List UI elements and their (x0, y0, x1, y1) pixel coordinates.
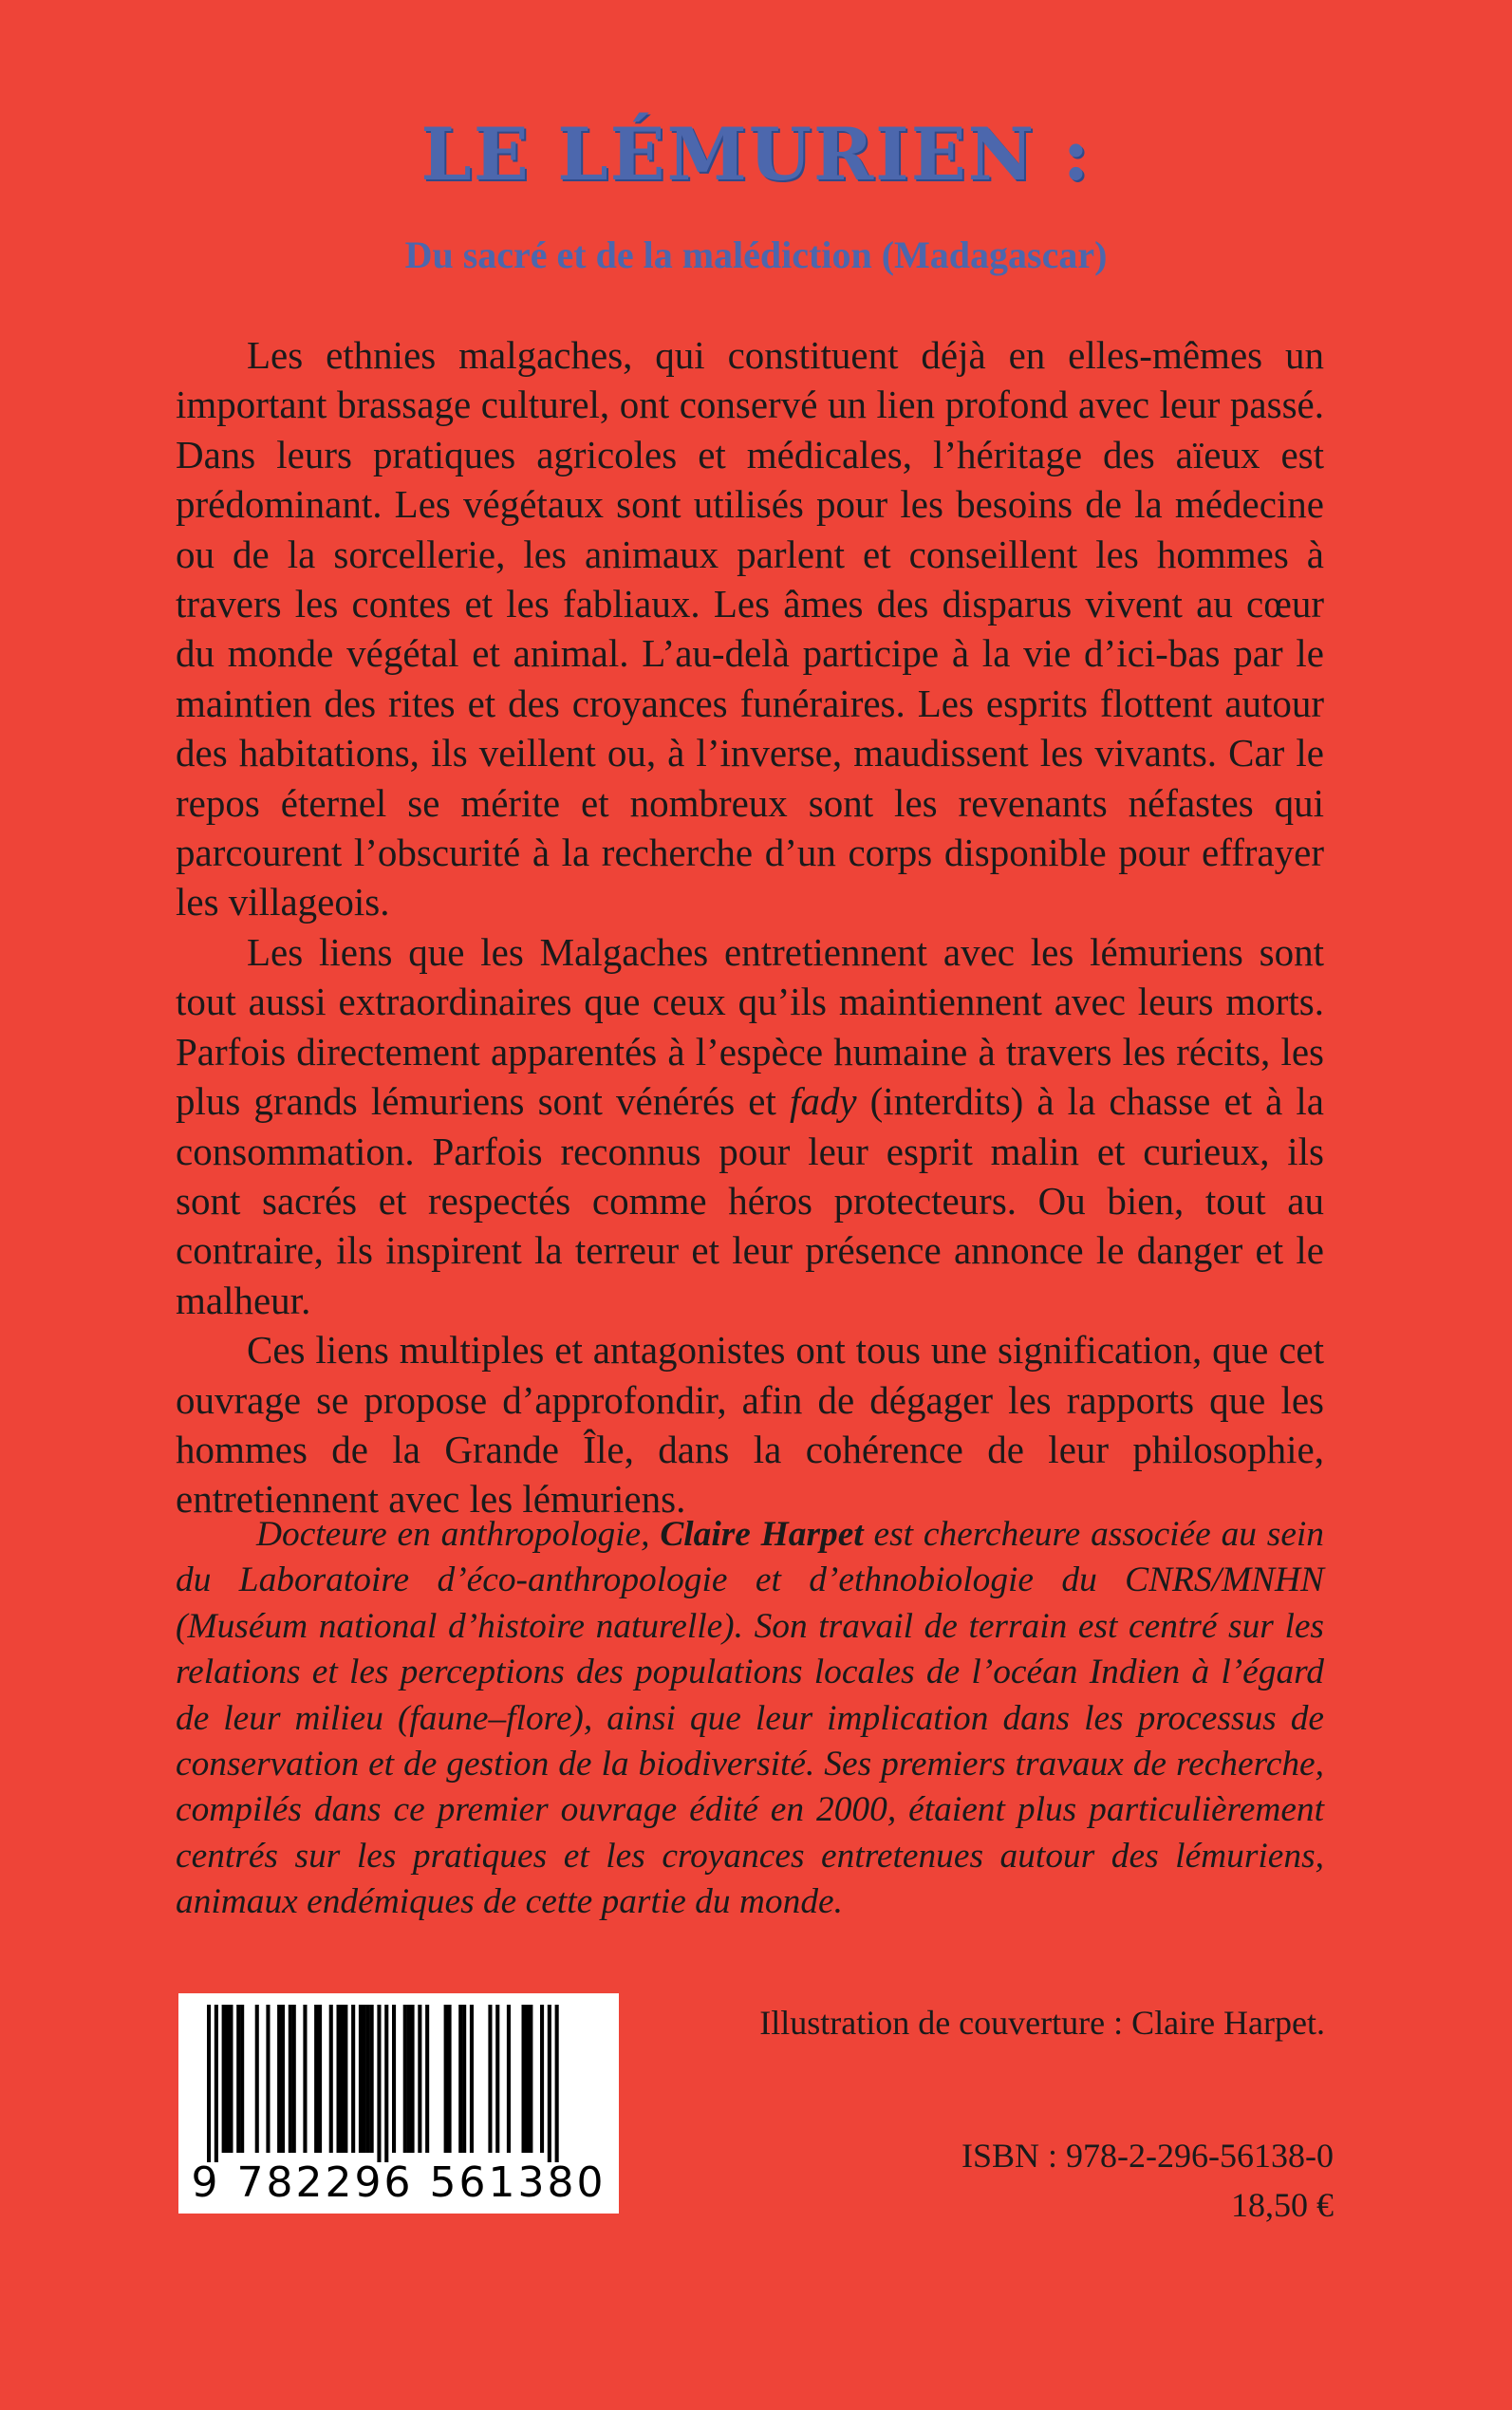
barcode-bar (281, 2005, 285, 2153)
barcode-bar (522, 2005, 526, 2153)
barcode-bar (384, 2005, 388, 2162)
barcode-bar (240, 2005, 244, 2153)
barcode-bar (525, 2005, 529, 2153)
barcode-bar (366, 2005, 370, 2153)
barcode-bar (236, 2005, 240, 2153)
barcode-bar (277, 2005, 281, 2153)
summary-text (176, 330, 1324, 1524)
barcode (178, 1993, 619, 2214)
barcode-bar (407, 2005, 411, 2153)
author-bio-intro: Docteure en anthropologie, (256, 1515, 661, 1554)
summary-paragraph: Les ethnies malgaches, qui constituent déjà en elles-mêmes un important brassage culturel, ont conservé un lien profond avec leur passé. Dans leurs pratiques agricoles et médicales, l’héritage des aïeux est prédominant. Les végétaux sont utilisés pour les besoins de la médecine ou de la sorcellerie, les animaux parlent et conseillent les hommes à travers les contes et les fabliaux. Les âmes des disparus vivent au cœur du monde végétal et animal. L’au-delà participe à la vie d’ici-bas par le maintien des rites et des croyances funéraires. Les esprits flottent autour des habitations, ils veillent ou, à l’inverse, maudissent les vivants. Car le repos éternel se mérite et nombreux sont les revenants néfastes qui parcourent l’obscurité à la recherche d’un corps disponible pour effrayer les villageois. (176, 333, 1324, 925)
barcode-bar (403, 2005, 407, 2153)
barcode-bar (507, 2005, 511, 2153)
barcode-bar (462, 2005, 466, 2153)
barcode-bar (340, 2005, 344, 2153)
barcode-bar (444, 2005, 448, 2153)
barcode-bar (318, 2005, 322, 2153)
illustration-credit: Illustration de couverture : Claire Harpet. (759, 2004, 1325, 2042)
summary-paragraph (176, 927, 1324, 1325)
barcode-bar (207, 2005, 211, 2162)
author-bio-text: est chercheure associée au sein du Laboratoire d’éco-anthropologie et d’ethnobiologie du CNRS/MNHN (Muséum national d’histoire naturelle). Son travail de terrain est centré sur les relations et les perceptions des populations locales de l’océan Indien à l’égard de leur milieu (faune–flore), ainsi que leur implication dans les processus de conservation et de gestion de la biodiversité. Ses premiers travaux de recherche, compilés dans ce premier ouvrage édité en 2000, étaient plus particulièrement centrés sur les pratiques et les croyances entretenues autour des lémuriens, animaux endémiques de cette partie du monde. (176, 1515, 1324, 1922)
barcode-bar (329, 2005, 333, 2153)
barcode-bar (488, 2005, 492, 2153)
barcode-bar (222, 2005, 226, 2153)
barcode-bar (359, 2005, 363, 2153)
barcode-bar (548, 2005, 551, 2162)
barcode-bar (226, 2005, 230, 2153)
summary-paragraph-part: Les liens que les Malgaches entretiennent avec les lémuriens sont tout aussi extraordinaires que ceux qu’ils maintiennent avec leurs morts. Parfois directement apparentés à l’espèce humaine à travers les récits, les plus grands lémuriens sont vénérés et (176, 929, 1324, 1124)
barcode-bar (470, 2005, 474, 2153)
barcode-bar (392, 2005, 396, 2153)
price: 18,50 € (1231, 2186, 1334, 2224)
barcode-bar (255, 2005, 259, 2153)
book-subtitle: Du sacré et de la malédiction (Madagascar) (404, 234, 1108, 276)
barcode-bar (370, 2005, 374, 2153)
barcode-bar (314, 2005, 318, 2153)
barcode-bar (351, 2005, 355, 2153)
barcode-bar (411, 2005, 415, 2153)
barcode-bars (178, 1993, 619, 2162)
barcode-bar (458, 2005, 462, 2153)
barcode-digits: 9 782296 561380 (191, 2158, 607, 2207)
barcode-bar (289, 2005, 292, 2153)
barcode-bar (215, 2005, 218, 2162)
barcode-bar (529, 2005, 532, 2153)
barcode-bar (344, 2005, 347, 2153)
barcode-bar (377, 2005, 381, 2162)
barcode-bar (418, 2005, 421, 2153)
barcode-bar (303, 2005, 307, 2153)
barcode-bar (229, 2005, 233, 2153)
barcode-bar (540, 2005, 544, 2153)
barcode-bar (337, 2005, 341, 2153)
book-title: LE LÉMURIEN : (420, 112, 1092, 196)
barcode-bar (292, 2005, 296, 2153)
fady-term: fady (789, 1079, 857, 1124)
barcode-bar (448, 2005, 452, 2153)
barcode-bar (363, 2005, 366, 2153)
barcode-bar (266, 2005, 270, 2153)
isbn: ISBN : 978-2-296-56138-0 (961, 2137, 1334, 2175)
barcode-bar (555, 2005, 559, 2162)
author-name: Claire Harpet (660, 1515, 864, 1554)
author-bio (176, 1512, 1324, 1926)
summary-paragraph-part: (interdits) à la chasse et à la consommation. Parfois reconnus pour leur esprit malin et curieux, ils sont sacrés et respectés comme héros protecteurs. Ou bien, tout au contraire, ils inspirent la terreur et leur présence annonce le danger et le malheur. (176, 1079, 1324, 1322)
barcode-bar (425, 2005, 429, 2153)
summary-paragraph: Ces liens multiples et antagonistes ont tous une signification, que cet ouvrage se propose d’approfondir, afin de dégager les rapports que les hommes de la Grande Île, dans la cohérence de leur philosophie, entretiennent avec les lémuriens. (176, 1328, 1324, 1522)
barcode-bar (495, 2005, 499, 2153)
